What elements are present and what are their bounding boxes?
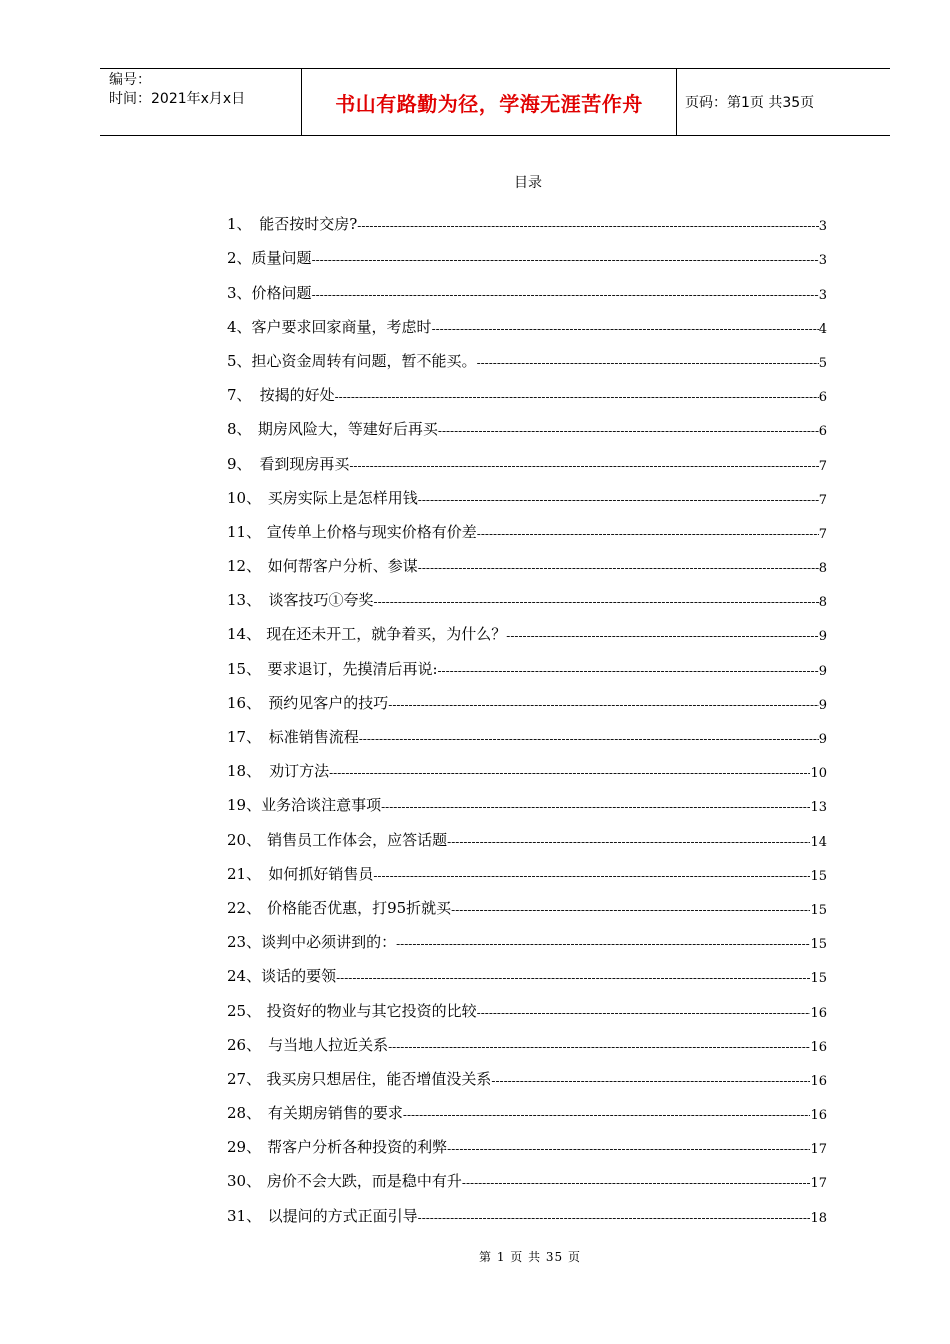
toc-entry-page: 6 xyxy=(818,424,827,440)
toc-entry-leader xyxy=(374,595,819,610)
toc-entry-title: 能否按时交房? xyxy=(259,215,358,234)
toc-entry[interactable] xyxy=(227,1021,827,1055)
table-of-contents xyxy=(227,200,827,1226)
toc-entry-title: 房价不会大跌，而是稳中有升 xyxy=(266,1172,462,1191)
toc-entry-leader xyxy=(357,219,818,234)
toc-entry-title: 投资好的物业与其它投资的比较 xyxy=(266,1001,477,1020)
toc-entry[interactable] xyxy=(227,952,827,986)
toc-entry-page: 7 xyxy=(818,458,827,474)
toc-entry-number: 12、 xyxy=(227,557,262,576)
toc-entry-title: 担心资金周转有问题，暂不能买。 xyxy=(251,351,477,370)
toc-entry-title: 标准销售流程 xyxy=(268,728,359,746)
toc-entry[interactable] xyxy=(227,1123,827,1157)
toc-entry-page: 9 xyxy=(818,697,827,713)
toc-entry[interactable] xyxy=(227,918,827,952)
toc-entry-number: 9、 xyxy=(227,454,252,473)
toc-entry[interactable] xyxy=(227,508,827,542)
number-label: 编号： xyxy=(109,72,151,88)
toc-entry-leader xyxy=(462,1176,811,1191)
toc-entry-leader xyxy=(477,527,819,542)
toc-entry-leader xyxy=(418,1211,811,1226)
toc-entry-number: 16、 xyxy=(227,693,262,712)
toc-entry-page: 15 xyxy=(810,902,827,918)
toc-entry[interactable] xyxy=(227,884,827,918)
toc-entry-number: 29、 xyxy=(227,1138,262,1157)
toc-entry[interactable] xyxy=(227,576,827,610)
toc-entry[interactable] xyxy=(227,815,827,849)
toc-entry-number: 23、 xyxy=(227,933,262,952)
toc-entry[interactable] xyxy=(227,610,827,644)
toc-entry-page: 3 xyxy=(818,219,827,235)
toc-entry-number: 26、 xyxy=(227,1035,262,1054)
toc-entry-number: 5、 xyxy=(227,351,252,370)
toc-entry-page: 3 xyxy=(818,287,827,303)
toc-entry[interactable] xyxy=(227,1089,827,1123)
toc-entry-page: 9 xyxy=(818,732,827,747)
toc-entry[interactable] xyxy=(227,200,827,234)
toc-entry-page: 7 xyxy=(818,526,827,542)
toc-entry-leader xyxy=(438,664,819,679)
toc-entry-leader xyxy=(335,390,819,405)
toc-entry-leader xyxy=(451,903,810,918)
toc-entry-title: 按揭的好处 xyxy=(259,386,335,405)
toc-entry-title: 如何帮客户分析、参谋 xyxy=(267,557,418,576)
toc-entry-page: 17 xyxy=(810,1142,827,1158)
toc-entry[interactable] xyxy=(227,474,827,508)
toc-entry-leader xyxy=(359,732,819,747)
toc-entry-number: 28、 xyxy=(227,1104,262,1123)
toc-entry-leader xyxy=(381,800,810,815)
header-meta xyxy=(100,69,302,135)
toc-entry-page: 4 xyxy=(818,321,827,337)
toc-entry-number: 19、 xyxy=(227,796,262,815)
toc-entry-page: 8 xyxy=(818,561,827,577)
toc-entry-number: 4、 xyxy=(227,317,252,336)
toc-entry-leader xyxy=(403,1108,811,1123)
toc-entry-title: 以提问的方式正面引导 xyxy=(267,1206,418,1225)
toc-entry-title: 要求退订，先摸清后再说: xyxy=(267,659,438,678)
toc-entry-page: 7 xyxy=(818,492,827,508)
toc-entry[interactable] xyxy=(227,405,827,439)
toc-entry-leader xyxy=(438,424,819,439)
header-page-info: 页码：第1页 共35页 xyxy=(685,95,815,111)
toc-entry-number: 27、 xyxy=(227,1069,262,1088)
toc-entry-title: 看到现房再买 xyxy=(259,454,350,473)
toc-entry-title: 现在还未开工，就争着买，为什么？ xyxy=(266,625,507,644)
toc-entry-title: 谈话的要领 xyxy=(261,967,337,986)
toc-entry-page: 15 xyxy=(810,937,827,953)
toc-entry-title: 价格能否优惠，打95折就买 xyxy=(267,898,452,917)
toc-entry[interactable] xyxy=(227,439,827,473)
toc-entry-title: 劝订方法 xyxy=(269,762,330,781)
toc-entry-number: 20、 xyxy=(227,830,262,849)
toc-entry-number: 3、 xyxy=(227,283,252,302)
toc-entry-page: 16 xyxy=(810,1108,827,1124)
toc-entry-leader xyxy=(388,698,818,713)
header-motto: 书山有路勤为径，学海无涯苦作舟 xyxy=(302,69,677,135)
toc-entry-title: 帮客户分析各种投资的利弊 xyxy=(267,1138,448,1157)
toc-entry-leader xyxy=(373,869,810,884)
toc-entry-leader xyxy=(388,1040,810,1055)
toc-entry-number: 21、 xyxy=(227,864,262,883)
toc-entry-number: 22、 xyxy=(227,898,262,917)
toc-entry-title: 期房风险大，等建好后再买 xyxy=(257,420,438,439)
toc-entry-leader xyxy=(396,937,810,952)
toc-entry-leader xyxy=(506,629,818,644)
toc-entry-page: 17 xyxy=(810,1176,827,1192)
toc-entry[interactable] xyxy=(227,747,827,781)
toc-entry-leader xyxy=(447,1142,810,1157)
toc-entry-number: 2、 xyxy=(227,249,252,268)
toc-entry-leader xyxy=(312,253,819,268)
toc-entry-leader xyxy=(477,1006,811,1021)
toc-entry-page: 5 xyxy=(818,355,827,371)
toc-entry-title: 销售员工作体会，应答话题 xyxy=(267,830,448,849)
toc-entry-page: 16 xyxy=(810,1073,827,1089)
toc-entry-page: 14 xyxy=(810,834,827,850)
toc-entry-leader xyxy=(312,288,819,303)
toc-entry-page: 16 xyxy=(810,1039,827,1055)
toc-entry-title: 宣传单上价格与现实价格有价差 xyxy=(266,522,477,541)
toc-entry-leader xyxy=(418,493,819,508)
toc-title: 目录 xyxy=(514,175,542,191)
toc-entry-leader xyxy=(477,356,819,371)
toc-entry-number: 18、 xyxy=(227,762,262,781)
toc-entry-page: 6 xyxy=(818,390,827,406)
toc-entry[interactable] xyxy=(227,268,827,302)
toc-entry[interactable] xyxy=(227,1157,827,1191)
toc-entry-page: 9 xyxy=(818,629,827,645)
toc-entry-title: 买房实际上是怎样用钱 xyxy=(267,488,418,507)
toc-entry-number: 31、 xyxy=(227,1206,262,1225)
toc-entry[interactable] xyxy=(227,371,827,405)
toc-entry-title: 业务洽谈注意事项 xyxy=(261,796,382,815)
toc-entry-number: 10、 xyxy=(227,488,262,507)
toc-entry-number: 30、 xyxy=(227,1172,262,1191)
toc-entry-title: 我买房只想居住，能否增值没关系 xyxy=(266,1069,492,1088)
page-footer: 第 1 页 共 35 页 xyxy=(479,1250,581,1264)
toc-entry-title: 客户要求回家商量，考虑时 xyxy=(251,317,432,336)
toc-entry-number: 1、 xyxy=(227,215,252,234)
toc-entry[interactable] xyxy=(227,337,827,371)
toc-entry-number: 7、 xyxy=(227,386,252,405)
toc-entry-number: 11、 xyxy=(227,522,262,541)
toc-entry-number: 17、 xyxy=(227,728,262,746)
toc-entry-leader xyxy=(418,561,819,576)
toc-entry-page: 18 xyxy=(810,1210,827,1226)
toc-entry-number: 25、 xyxy=(227,1001,262,1020)
toc-entry-number: 8、 xyxy=(227,420,252,439)
toc-entry-page: 16 xyxy=(810,1005,827,1021)
toc-entry-title: 谈判中必须讲到的： xyxy=(261,933,397,952)
toc-entry[interactable] xyxy=(227,1055,827,1089)
toc-entry-page: 10 xyxy=(810,766,827,782)
toc-entry[interactable] xyxy=(227,303,827,337)
toc-entry[interactable] xyxy=(227,781,827,815)
toc-entry-title: 谈客技巧①夸奖 xyxy=(268,591,374,610)
time-label: 时间：2021年x月x日 xyxy=(109,91,246,107)
toc-entry[interactable] xyxy=(227,644,827,678)
toc-entry-leader xyxy=(432,322,819,337)
toc-entry-leader xyxy=(447,835,810,850)
toc-entry-number: 14、 xyxy=(227,625,262,644)
toc-entry[interactable] xyxy=(227,542,827,576)
toc-entry-number: 15、 xyxy=(227,659,262,678)
toc-entry[interactable] xyxy=(227,850,827,884)
toc-entry-number: 13、 xyxy=(227,591,262,610)
toc-entry-page: 15 xyxy=(810,971,827,987)
toc-entry-title: 价格问题 xyxy=(251,283,312,302)
toc-entry-page: 3 xyxy=(818,253,827,269)
toc-entry-page: 13 xyxy=(810,800,827,816)
toc-entry-leader xyxy=(336,971,810,986)
toc-entry-number: 24、 xyxy=(227,967,262,986)
toc-entry-leader xyxy=(491,1074,810,1089)
toc-entry[interactable] xyxy=(227,679,827,713)
toc-entry[interactable] xyxy=(227,713,827,747)
toc-entry-title: 与当地人拉近关系 xyxy=(268,1035,389,1054)
toc-entry-title: 质量问题 xyxy=(251,249,312,268)
toc-entry-page: 8 xyxy=(818,595,827,611)
toc-entry-page: 15 xyxy=(810,868,827,884)
toc-entry-title: 有关期房销售的要求 xyxy=(267,1104,403,1123)
toc-entry-title: 如何抓好销售员 xyxy=(268,864,374,883)
toc-entry-page: 9 xyxy=(818,663,827,679)
toc-entry[interactable] xyxy=(227,1191,827,1225)
page-header xyxy=(100,68,890,136)
toc-entry-leader xyxy=(349,459,818,474)
toc-entry[interactable] xyxy=(227,234,827,268)
toc-entry[interactable] xyxy=(227,986,827,1020)
toc-entry-leader xyxy=(329,766,810,781)
toc-entry-title: 预约见客户的技巧 xyxy=(268,693,389,712)
